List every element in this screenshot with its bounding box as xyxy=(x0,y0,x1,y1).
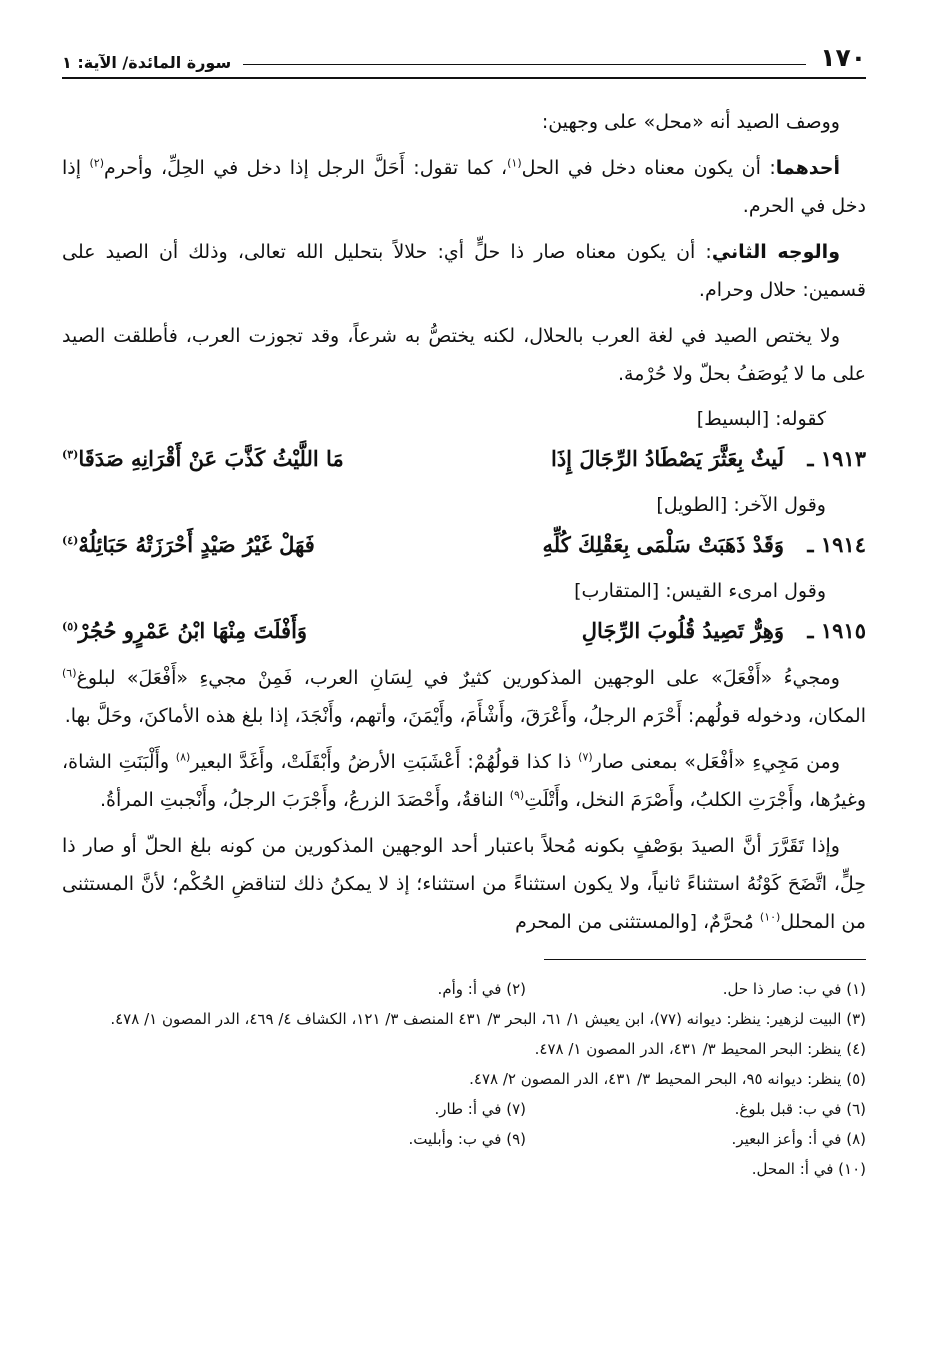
verse-first-hemistich: وَقَدْ ذَهَبَتْ سَلْمَى بِعَقْلِكَ كُلِّهِ xyxy=(542,532,784,557)
paragraph-2 xyxy=(62,149,866,225)
footnote-ref-6: (٦) xyxy=(62,666,77,680)
paragraph-2-text-c: إذا دخل في الحرم. xyxy=(62,157,866,217)
paragraph-5 xyxy=(62,659,866,735)
paragraph-6-text: ومن مَجِيءِ «أفْعَل» بمعنى صار xyxy=(592,751,841,773)
footnote-row xyxy=(62,1094,866,1124)
verse-intro-1: كقوله: [البسيط] xyxy=(696,408,826,430)
header-leader-line xyxy=(243,64,806,65)
footnotes xyxy=(62,974,866,1184)
paragraph-5-text-b: المكان، ودخوله قولُهم: أَحْرَم الرجلُ، وأَعْرَقَ، وأَشْأَمَ، وأَيْمَنَ، وأتهم، وأَنْجَدَ، إذا بلغ هذه الأماكنَ، وحَلَّ بها. xyxy=(64,705,866,727)
paragraph-7-text-b: مُحرَّمٌ، [والمستثنى من المحرم xyxy=(515,911,760,933)
footnote-8: (٨) في أ: وأعز البعير. xyxy=(731,1130,866,1148)
footnote-4: (٤) ينظر: البحر المحيط ٣/ ٤٣١، الدر المصون ١/ ٤٧٨. xyxy=(534,1040,866,1058)
main-text xyxy=(62,103,866,941)
paragraph-7 xyxy=(62,827,866,941)
verse-number: ١٩١٥ ـ xyxy=(807,618,866,643)
paragraph-1: ووصف الصيد أنه «محل» على وجهين: xyxy=(541,111,840,133)
paragraph-7-text: وإذا تَقَرَّرَ أنَّ الصيدَ بوَصْفٍ بكونه مُحلاً باعتبار أحد الوجهين المذكورين من كونه بلغ الحلّ أو صار ذا حِلٍّ، اتَّضَحَ كَوْنُهُ استثناءً ثانياً، ولا يكون استثناءً من استثناء؛ إذ لا يمكنُ ذلك لتناقضِ الحُكْم؛ لأنَّ المستثنى من المحلل xyxy=(62,835,866,933)
verse-number-text: ١٩١٤ xyxy=(820,532,866,557)
footnote-ref-2: (٢) xyxy=(89,156,105,170)
paragraph-2-lead: أحدهما xyxy=(775,157,840,179)
verse-second-hemistich-text: فَهَلْ غَيْرُ صَيْدٍ أَحْرَزَتْهُ حَبَائِلُهْ xyxy=(78,532,315,557)
verse-number-text: ١٩١٥ xyxy=(820,618,866,643)
verse-number-text: ١٩١٣ xyxy=(820,446,866,471)
footnote-ref-4: (٤) xyxy=(62,534,79,547)
footnote-ref-10: (١٠) xyxy=(759,910,781,924)
footnote-ref-3: (٣) xyxy=(62,448,79,461)
running-header xyxy=(62,44,866,72)
footnote-ref-1: (١) xyxy=(507,156,522,170)
paragraph-3-text: : أن يكون معناه صار ذا حلٍّ أي: حلالاً بتحليل الله تعالى، وذلك أن الصيد على قسمين: حلال وحرام. xyxy=(62,241,866,301)
verse-1913 xyxy=(62,437,866,481)
footnote-10: (١٠) في أ: المحل. xyxy=(751,1160,866,1178)
verse-number: ١٩١٣ ـ xyxy=(807,446,866,471)
verse-first-hemistich: وَهِرٌّ تَصِيدُ قُلُوبَ الرِّجَالِ xyxy=(581,618,784,643)
verse-1914 xyxy=(62,523,866,567)
footnote-ref-9: (٩) xyxy=(509,788,525,802)
verse-intro-3: وقول امرىء القيس: [المتقارب] xyxy=(574,580,826,602)
verse-intro-2: وقول الآخر: [الطويل] xyxy=(656,494,826,516)
verse-second-hemistich-text: مَا اللَّيْثُ كَذَّبَ عَنْ أَقْرَانِهِ صَدَقَا xyxy=(78,446,344,471)
paragraph-5-text: ومجيءُ «أَفْعَلَ» على الوجهين المذكورين كثيرٌ في لِسَانِ العرب، فَمِنْ مجيءِ «أَفْعَلَ» لبلوغ xyxy=(76,667,840,689)
footnote-5: (٥) ينظر: ديوانه ٩٥، البحر المحيط ٣/ ٤٣١، الدر المصون ٢/ ٤٧٨. xyxy=(469,1070,866,1088)
verse-1915 xyxy=(62,609,866,653)
verse-number: ١٩١٤ ـ xyxy=(807,532,866,557)
paragraph-3-lead: والوجه الثاني xyxy=(711,241,840,263)
header-title: سورة المائدة/ الآية: ١ xyxy=(62,53,232,72)
footnote-ref-8: (٨) xyxy=(175,750,191,764)
footnote-1: (١) في ب: صار ذا حل. xyxy=(722,980,866,998)
verse-second-hemistich xyxy=(62,609,423,653)
paragraph-2-text-b: ، كما تقول: أَحَلَّ الرجل إذا دخل في الحِلِّ، وأحرم xyxy=(104,157,508,179)
verse-second-hemistich-text: وَأَفْلَتَ مِنْهَا ابْنُ عَمْرٍو حُجُرْ xyxy=(78,618,308,643)
header-rule xyxy=(62,77,866,79)
verse-first-hemistich: لَيثٌ بِعَثَّرَ يَصْطَادُ الرِّجَالَ إِذَا xyxy=(550,446,784,471)
footnote-3: (٣) البيت لزهير: ينظر: ديوانه (٧٧)، ابن يعيش ١/ ٦١، البحر ٣/ ٤٣١ المنصف ٣/ ١٢١، الكشاف ٤/ ٤٦٩، الدر المصون ١/ ٤٧٨. xyxy=(110,1010,866,1028)
footnote-separator xyxy=(544,959,866,960)
paragraph-6-text-b: ذا كذا قولُهُمْ: أَعْشَبَتِ الأرضُ وأَبْقَلَتْ، وأَغَدَّ البعير xyxy=(190,751,579,773)
page-number: ١٧٠ xyxy=(820,43,866,72)
verse-second-hemistich xyxy=(62,437,423,481)
footnote-row xyxy=(62,974,866,1004)
paragraph-6-text-c: وأَلْبَنَتِ الشاة، وغيرُها، وأَجْرَتِ الكلبُ، وأَصْرَمَ النخل، وأَتْلَتِ xyxy=(62,751,866,811)
footnote-ref-5: (٥) xyxy=(62,620,79,633)
paragraph-6-text-d: الناقةُ، وأَحْصَدَ الزرعُ، وأَجْرَبَ الرجلُ، وأَنْجبتِ المرأةُ. xyxy=(99,789,510,811)
footnote-6: (٦) في ب: قبل بلوغ. xyxy=(734,1100,866,1118)
paragraph-3 xyxy=(62,233,866,309)
paragraph-2-text: : أن يكون معناه دخل في الحل xyxy=(521,157,776,179)
paragraph-4: ولا يختص الصيد في لغة العرب بالحلال، لكنه يختصُّ به شرعاً، وقد تجوزت العرب، فأطلقت الصيد على ما لا يُوصَفُ بحلّ ولا حُرْمة. xyxy=(62,325,866,385)
footnote-2: (٢) في أ: وأم. xyxy=(437,980,526,998)
footnote-ref-7: (٧) xyxy=(578,750,593,764)
verse-second-hemistich xyxy=(62,523,423,567)
footnote-9: (٩) في ب: وأبليت. xyxy=(408,1130,526,1148)
footnote-row xyxy=(62,1124,866,1154)
footnote-7: (٧) في أ: طار. xyxy=(434,1100,526,1118)
paragraph-6 xyxy=(62,743,866,819)
